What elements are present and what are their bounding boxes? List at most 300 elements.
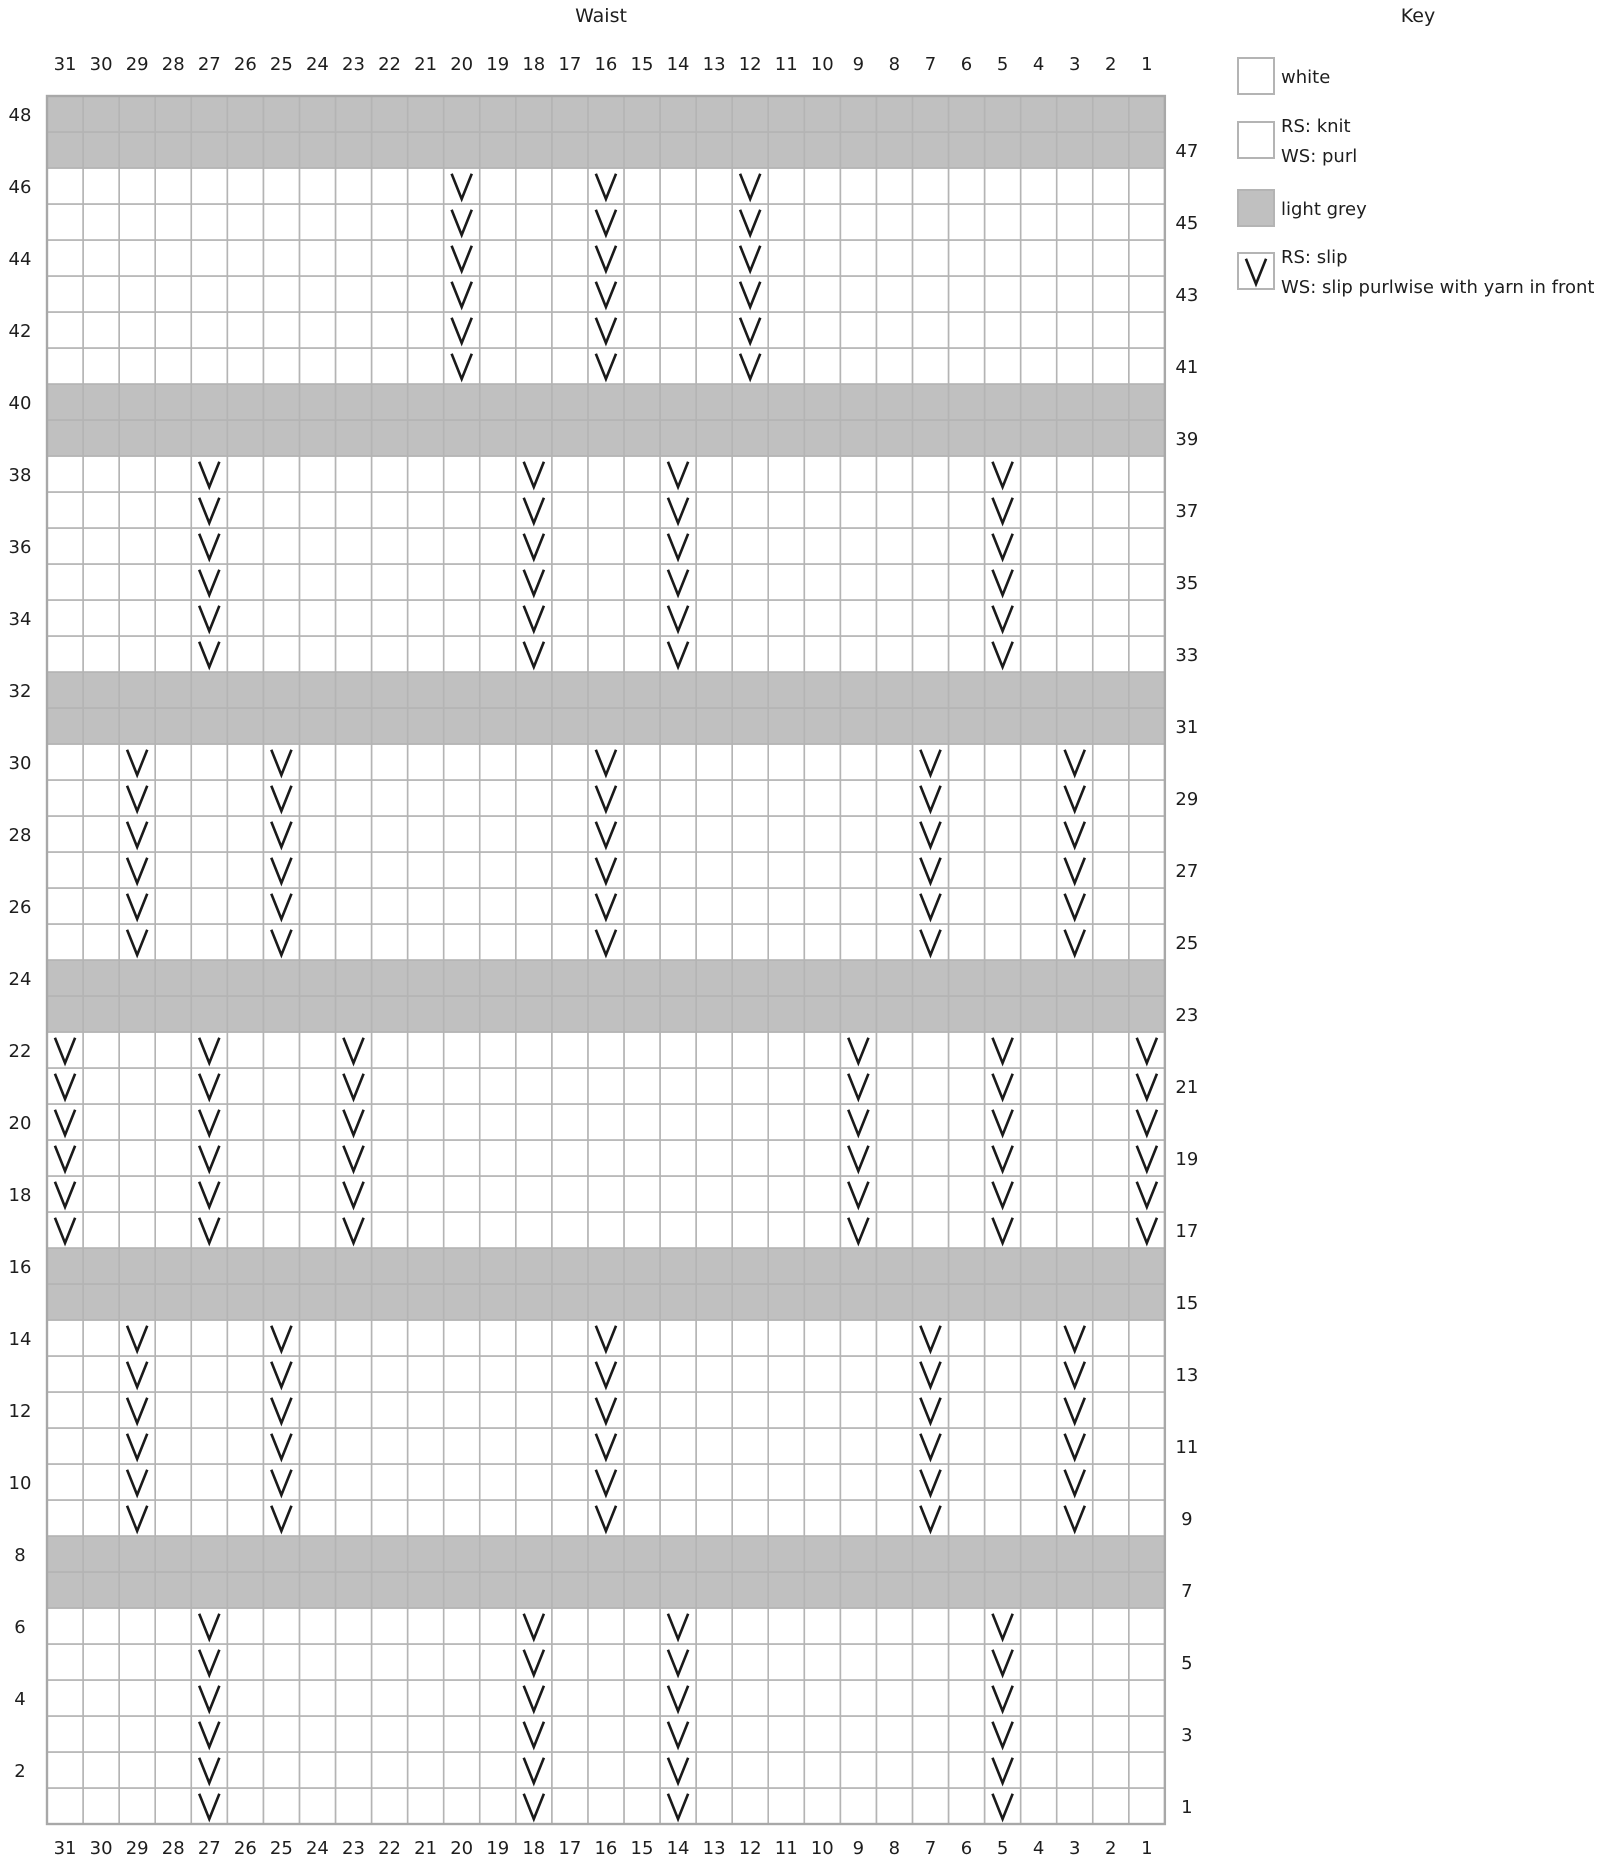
column-number: 4 — [1032, 1838, 1045, 1859]
stitch-cell — [696, 204, 732, 240]
column-number: 13 — [702, 54, 726, 75]
stitch-cell — [804, 384, 840, 420]
column-number: 8 — [888, 54, 901, 75]
stitch-cell — [299, 1104, 335, 1140]
stitch-cell — [804, 744, 840, 780]
stitch-cell — [155, 1752, 191, 1788]
stitch-cell — [119, 1680, 155, 1716]
stitch-cell — [83, 852, 119, 888]
stitch-cell — [480, 708, 516, 744]
stitch-cell — [804, 420, 840, 456]
stitch-cell — [624, 168, 660, 204]
column-number: 5 — [996, 1838, 1009, 1859]
stitch-cell — [876, 744, 912, 780]
stitch-cell — [588, 1284, 624, 1320]
stitch-cell — [840, 1608, 876, 1644]
stitch-cell — [732, 708, 768, 744]
column-number: 26 — [233, 1838, 257, 1859]
key-item-slip-v-icon — [1238, 247, 1594, 298]
stitch-cell — [624, 996, 660, 1032]
stitch-cell — [732, 1356, 768, 1392]
stitch-cell — [444, 1788, 480, 1824]
stitch-cell — [949, 996, 985, 1032]
stitch-cell — [480, 348, 516, 384]
stitch-cell — [1093, 960, 1129, 996]
stitch-cell — [119, 672, 155, 708]
stitch-cell — [191, 384, 227, 420]
stitch-cell — [1021, 1680, 1057, 1716]
stitch-cell — [696, 816, 732, 852]
stitch-cell — [1057, 1176, 1093, 1212]
stitch-cell — [588, 1176, 624, 1212]
stitch-cell — [624, 1608, 660, 1644]
stitch-cell — [696, 1392, 732, 1428]
stitch-cell — [552, 1140, 588, 1176]
stitch-cell — [408, 96, 444, 132]
stitch-cell — [480, 276, 516, 312]
stitch-cell — [624, 708, 660, 744]
stitch-cell — [768, 672, 804, 708]
stitch-cell — [299, 744, 335, 780]
stitch-cell — [1129, 1248, 1165, 1284]
stitch-cell — [227, 384, 263, 420]
stitch-cell — [985, 420, 1021, 456]
stitch-cell — [1057, 1752, 1093, 1788]
stitch-cell — [191, 1464, 227, 1500]
stitch-cell — [840, 420, 876, 456]
stitch-cell — [768, 1680, 804, 1716]
column-number: 8 — [888, 1838, 901, 1859]
stitch-cell — [696, 456, 732, 492]
stitch-cell — [1021, 168, 1057, 204]
stitch-cell — [588, 672, 624, 708]
stitch-cell — [1129, 1644, 1165, 1680]
stitch-cell — [335, 996, 371, 1032]
stitch-cell — [408, 924, 444, 960]
stitch-cell — [335, 1500, 371, 1536]
stitch-cell — [552, 1572, 588, 1608]
stitch-cell — [696, 1320, 732, 1356]
stitch-cell — [660, 1536, 696, 1572]
stitch-cell — [191, 924, 227, 960]
stitch-cell — [444, 708, 480, 744]
stitch-cell — [299, 240, 335, 276]
stitch-cell — [335, 1716, 371, 1752]
stitch-cell — [876, 1320, 912, 1356]
stitch-cell — [696, 924, 732, 960]
stitch-cell — [516, 1212, 552, 1248]
stitch-cell — [47, 744, 83, 780]
stitch-cell — [588, 564, 624, 600]
stitch-cell — [408, 276, 444, 312]
stitch-cell — [732, 1320, 768, 1356]
stitch-cell — [1021, 636, 1057, 672]
stitch-cell — [299, 816, 335, 852]
stitch-cell — [47, 816, 83, 852]
stitch-cell — [119, 1284, 155, 1320]
stitch-cell — [155, 96, 191, 132]
stitch-cell — [516, 1320, 552, 1356]
stitch-cell — [480, 204, 516, 240]
stitch-cell — [155, 528, 191, 564]
stitch-cell — [624, 960, 660, 996]
stitch-cell — [155, 1536, 191, 1572]
stitch-cell — [732, 1284, 768, 1320]
stitch-cell — [155, 492, 191, 528]
stitch-cell — [552, 1608, 588, 1644]
stitch-cell — [408, 1788, 444, 1824]
stitch-cell — [263, 672, 299, 708]
stitch-cell — [552, 1212, 588, 1248]
stitch-cell — [155, 1572, 191, 1608]
stitch-cell — [516, 1356, 552, 1392]
stitch-cell — [83, 1536, 119, 1572]
stitch-cell — [47, 1788, 83, 1824]
stitch-cell — [47, 1248, 83, 1284]
stitch-cell — [1057, 564, 1093, 600]
stitch-cell — [1021, 816, 1057, 852]
stitch-cell — [840, 312, 876, 348]
stitch-cell — [263, 600, 299, 636]
stitch-cell — [624, 1356, 660, 1392]
stitch-cell — [804, 1536, 840, 1572]
stitch-cell — [1093, 888, 1129, 924]
stitch-cell — [335, 1284, 371, 1320]
stitch-cell — [804, 168, 840, 204]
stitch-cell — [335, 1536, 371, 1572]
stitch-cell — [516, 384, 552, 420]
stitch-cell — [949, 1176, 985, 1212]
stitch-cell — [1129, 1536, 1165, 1572]
stitch-cell — [444, 1140, 480, 1176]
stitch-cell — [480, 1572, 516, 1608]
stitch-cell — [372, 1032, 408, 1068]
column-number: 27 — [197, 1838, 221, 1859]
column-number: 22 — [378, 54, 402, 75]
stitch-cell — [263, 528, 299, 564]
stitch-cell — [912, 1752, 948, 1788]
stitch-cell — [155, 636, 191, 672]
stitch-cell — [155, 204, 191, 240]
stitch-cell — [696, 1428, 732, 1464]
stitch-cell — [119, 492, 155, 528]
stitch-cell — [119, 1608, 155, 1644]
stitch-cell — [588, 420, 624, 456]
stitch-cell — [552, 1104, 588, 1140]
stitch-cell — [1093, 1032, 1129, 1068]
stitch-cell — [840, 924, 876, 960]
stitch-cell — [768, 564, 804, 600]
stitch-cell — [516, 1104, 552, 1140]
row-number: 30 — [8, 753, 32, 774]
stitch-cell — [516, 420, 552, 456]
stitch-cell — [516, 744, 552, 780]
stitch-cell — [1057, 420, 1093, 456]
stitch-cell — [83, 1212, 119, 1248]
stitch-cell — [552, 1500, 588, 1536]
stitch-cell — [660, 960, 696, 996]
stitch-cell — [732, 816, 768, 852]
stitch-cell — [480, 600, 516, 636]
stitch-cell — [227, 1536, 263, 1572]
stitch-cell — [408, 1572, 444, 1608]
stitch-cell — [480, 960, 516, 996]
stitch-cell — [732, 456, 768, 492]
stitch-cell — [552, 744, 588, 780]
stitch-cell — [1057, 1572, 1093, 1608]
stitch-cell — [912, 276, 948, 312]
stitch-cell — [480, 564, 516, 600]
stitch-cell — [119, 384, 155, 420]
stitch-cell — [299, 1140, 335, 1176]
stitch-cell — [552, 312, 588, 348]
stitch-cell — [299, 456, 335, 492]
stitch-cell — [1057, 348, 1093, 384]
stitch-cell — [155, 456, 191, 492]
stitch-cell — [660, 888, 696, 924]
stitch-cell — [1129, 1500, 1165, 1536]
stitch-cell — [335, 816, 371, 852]
stitch-cell — [1093, 456, 1129, 492]
stitch-cell — [227, 1068, 263, 1104]
stitch-cell — [83, 456, 119, 492]
stitch-cell — [768, 636, 804, 672]
stitch-cell — [83, 1680, 119, 1716]
stitch-cell — [372, 204, 408, 240]
stitch-cell — [227, 420, 263, 456]
stitch-cell — [119, 456, 155, 492]
stitch-cell — [660, 1140, 696, 1176]
stitch-cell — [408, 1536, 444, 1572]
stitch-cell — [119, 312, 155, 348]
stitch-cell — [83, 1176, 119, 1212]
stitch-cell — [876, 888, 912, 924]
stitch-cell — [408, 1104, 444, 1140]
stitch-cell — [227, 924, 263, 960]
stitch-cell — [83, 672, 119, 708]
stitch-cell — [696, 960, 732, 996]
stitch-cell — [552, 168, 588, 204]
stitch-cell — [444, 1500, 480, 1536]
stitch-cell — [696, 1680, 732, 1716]
stitch-cell — [732, 96, 768, 132]
stitch-cell — [444, 132, 480, 168]
stitch-cell — [876, 1428, 912, 1464]
stitch-cell — [696, 672, 732, 708]
stitch-cell — [876, 1032, 912, 1068]
stitch-cell — [1057, 456, 1093, 492]
stitch-cell — [1129, 384, 1165, 420]
stitch-cell — [912, 1536, 948, 1572]
stitch-cell — [335, 1752, 371, 1788]
stitch-cell — [227, 1320, 263, 1356]
stitch-cell — [696, 528, 732, 564]
stitch-cell — [1021, 312, 1057, 348]
stitch-cell — [660, 384, 696, 420]
stitch-cell — [985, 1428, 1021, 1464]
stitch-cell — [119, 996, 155, 1032]
stitch-cell — [191, 744, 227, 780]
stitch-cell — [83, 1356, 119, 1392]
stitch-cell — [804, 924, 840, 960]
stitch-cell — [912, 1032, 948, 1068]
row-number: 47 — [1175, 141, 1199, 162]
row-numbers-right-odd — [1175, 141, 1198, 1818]
row-number: 31 — [1175, 717, 1199, 738]
stitch-cell — [1129, 456, 1165, 492]
stitch-cell — [985, 204, 1021, 240]
column-number: 9 — [852, 1838, 865, 1859]
stitch-cell — [732, 1752, 768, 1788]
stitch-cell — [299, 960, 335, 996]
stitch-cell — [299, 1572, 335, 1608]
stitch-cell — [552, 600, 588, 636]
stitch-cell — [516, 960, 552, 996]
stitch-cell — [1129, 420, 1165, 456]
column-number: 13 — [702, 1838, 726, 1859]
stitch-cell — [1021, 1500, 1057, 1536]
stitch-cell — [335, 1392, 371, 1428]
stitch-cell — [444, 600, 480, 636]
stitch-cell — [516, 924, 552, 960]
row-number: 16 — [8, 1257, 32, 1278]
row-number: 8 — [14, 1545, 26, 1566]
stitch-cell — [804, 492, 840, 528]
stitch-cell — [732, 672, 768, 708]
stitch-cell — [552, 960, 588, 996]
row-number: 6 — [14, 1617, 26, 1638]
stitch-cell — [1093, 132, 1129, 168]
stitch-cell — [1057, 204, 1093, 240]
stitch-cell — [1129, 1752, 1165, 1788]
stitch-cell — [552, 816, 588, 852]
stitch-cell — [83, 132, 119, 168]
stitch-cell — [732, 960, 768, 996]
stitch-cell — [191, 168, 227, 204]
stitch-cell — [804, 1140, 840, 1176]
row-numbers-left-even — [9, 105, 32, 1782]
stitch-cell — [732, 1644, 768, 1680]
stitch-cell — [1093, 672, 1129, 708]
stitch-cell — [155, 384, 191, 420]
stitch-cell — [624, 240, 660, 276]
stitch-cell — [876, 1104, 912, 1140]
stitch-cell — [804, 960, 840, 996]
stitch-cell — [408, 1500, 444, 1536]
stitch-cell — [985, 1464, 1021, 1500]
stitch-cell — [1129, 996, 1165, 1032]
stitch-cell — [299, 888, 335, 924]
stitch-cell — [696, 1644, 732, 1680]
stitch-cell — [47, 1536, 83, 1572]
stitch-cell — [444, 888, 480, 924]
column-number: 31 — [53, 54, 77, 75]
stitch-cell — [696, 708, 732, 744]
stitch-cell — [588, 384, 624, 420]
stitch-cell — [372, 1104, 408, 1140]
stitch-cell — [768, 1068, 804, 1104]
stitch-cell — [191, 1248, 227, 1284]
stitch-cell — [299, 1716, 335, 1752]
stitch-cell — [624, 1500, 660, 1536]
stitch-cell — [1093, 204, 1129, 240]
stitch-cell — [552, 240, 588, 276]
stitch-cell — [335, 960, 371, 996]
stitch-cell — [227, 1104, 263, 1140]
stitch-cell — [732, 1680, 768, 1716]
stitch-cell — [408, 1320, 444, 1356]
stitch-cell — [408, 420, 444, 456]
stitch-cell — [949, 672, 985, 708]
stitch-cell — [83, 780, 119, 816]
stitch-cell — [696, 600, 732, 636]
stitch-cell — [408, 1248, 444, 1284]
row-number: 10 — [8, 1473, 32, 1494]
stitch-cell — [1093, 1068, 1129, 1104]
stitch-cell — [1129, 816, 1165, 852]
stitch-cell — [516, 672, 552, 708]
row-number: 37 — [1175, 501, 1199, 522]
row-number: 35 — [1175, 573, 1199, 594]
stitch-cell — [732, 132, 768, 168]
stitch-cell — [444, 1284, 480, 1320]
column-number: 9 — [852, 54, 865, 75]
stitch-cell — [372, 744, 408, 780]
stitch-cell — [299, 420, 335, 456]
stitch-cell — [732, 1608, 768, 1644]
row-number: 17 — [1175, 1221, 1199, 1242]
row-number: 4 — [14, 1689, 26, 1710]
stitch-cell — [768, 708, 804, 744]
stitch-cell — [335, 96, 371, 132]
key-item-label: RS: knit — [1281, 116, 1351, 137]
stitch-cell — [552, 1788, 588, 1824]
stitch-cell — [1129, 1716, 1165, 1752]
stitch-cell — [1129, 1392, 1165, 1428]
stitch-cell — [768, 1788, 804, 1824]
column-number: 27 — [197, 54, 221, 75]
stitch-cell — [876, 1788, 912, 1824]
stitch-cell — [47, 456, 83, 492]
stitch-cell — [1021, 1644, 1057, 1680]
stitch-cell — [480, 456, 516, 492]
stitch-cell — [263, 1644, 299, 1680]
stitch-cell — [912, 708, 948, 744]
stitch-cell — [444, 924, 480, 960]
column-number: 18 — [522, 54, 546, 75]
stitch-cell — [804, 996, 840, 1032]
stitch-cell — [299, 1644, 335, 1680]
stitch-cell — [732, 924, 768, 960]
column-number: 17 — [558, 54, 582, 75]
stitch-cell — [552, 1644, 588, 1680]
stitch-cell — [119, 1572, 155, 1608]
stitch-cell — [408, 348, 444, 384]
stitch-cell — [372, 420, 408, 456]
stitch-cell — [516, 1284, 552, 1320]
stitch-cell — [299, 708, 335, 744]
stitch-cell — [804, 852, 840, 888]
stitch-cell — [912, 1104, 948, 1140]
stitch-cell — [1021, 420, 1057, 456]
column-number: 10 — [810, 54, 834, 75]
stitch-cell — [912, 240, 948, 276]
stitch-cell — [552, 924, 588, 960]
stitch-cell — [444, 1752, 480, 1788]
stitch-cell — [335, 1788, 371, 1824]
row-number: 39 — [1175, 429, 1199, 450]
stitch-cell — [408, 132, 444, 168]
